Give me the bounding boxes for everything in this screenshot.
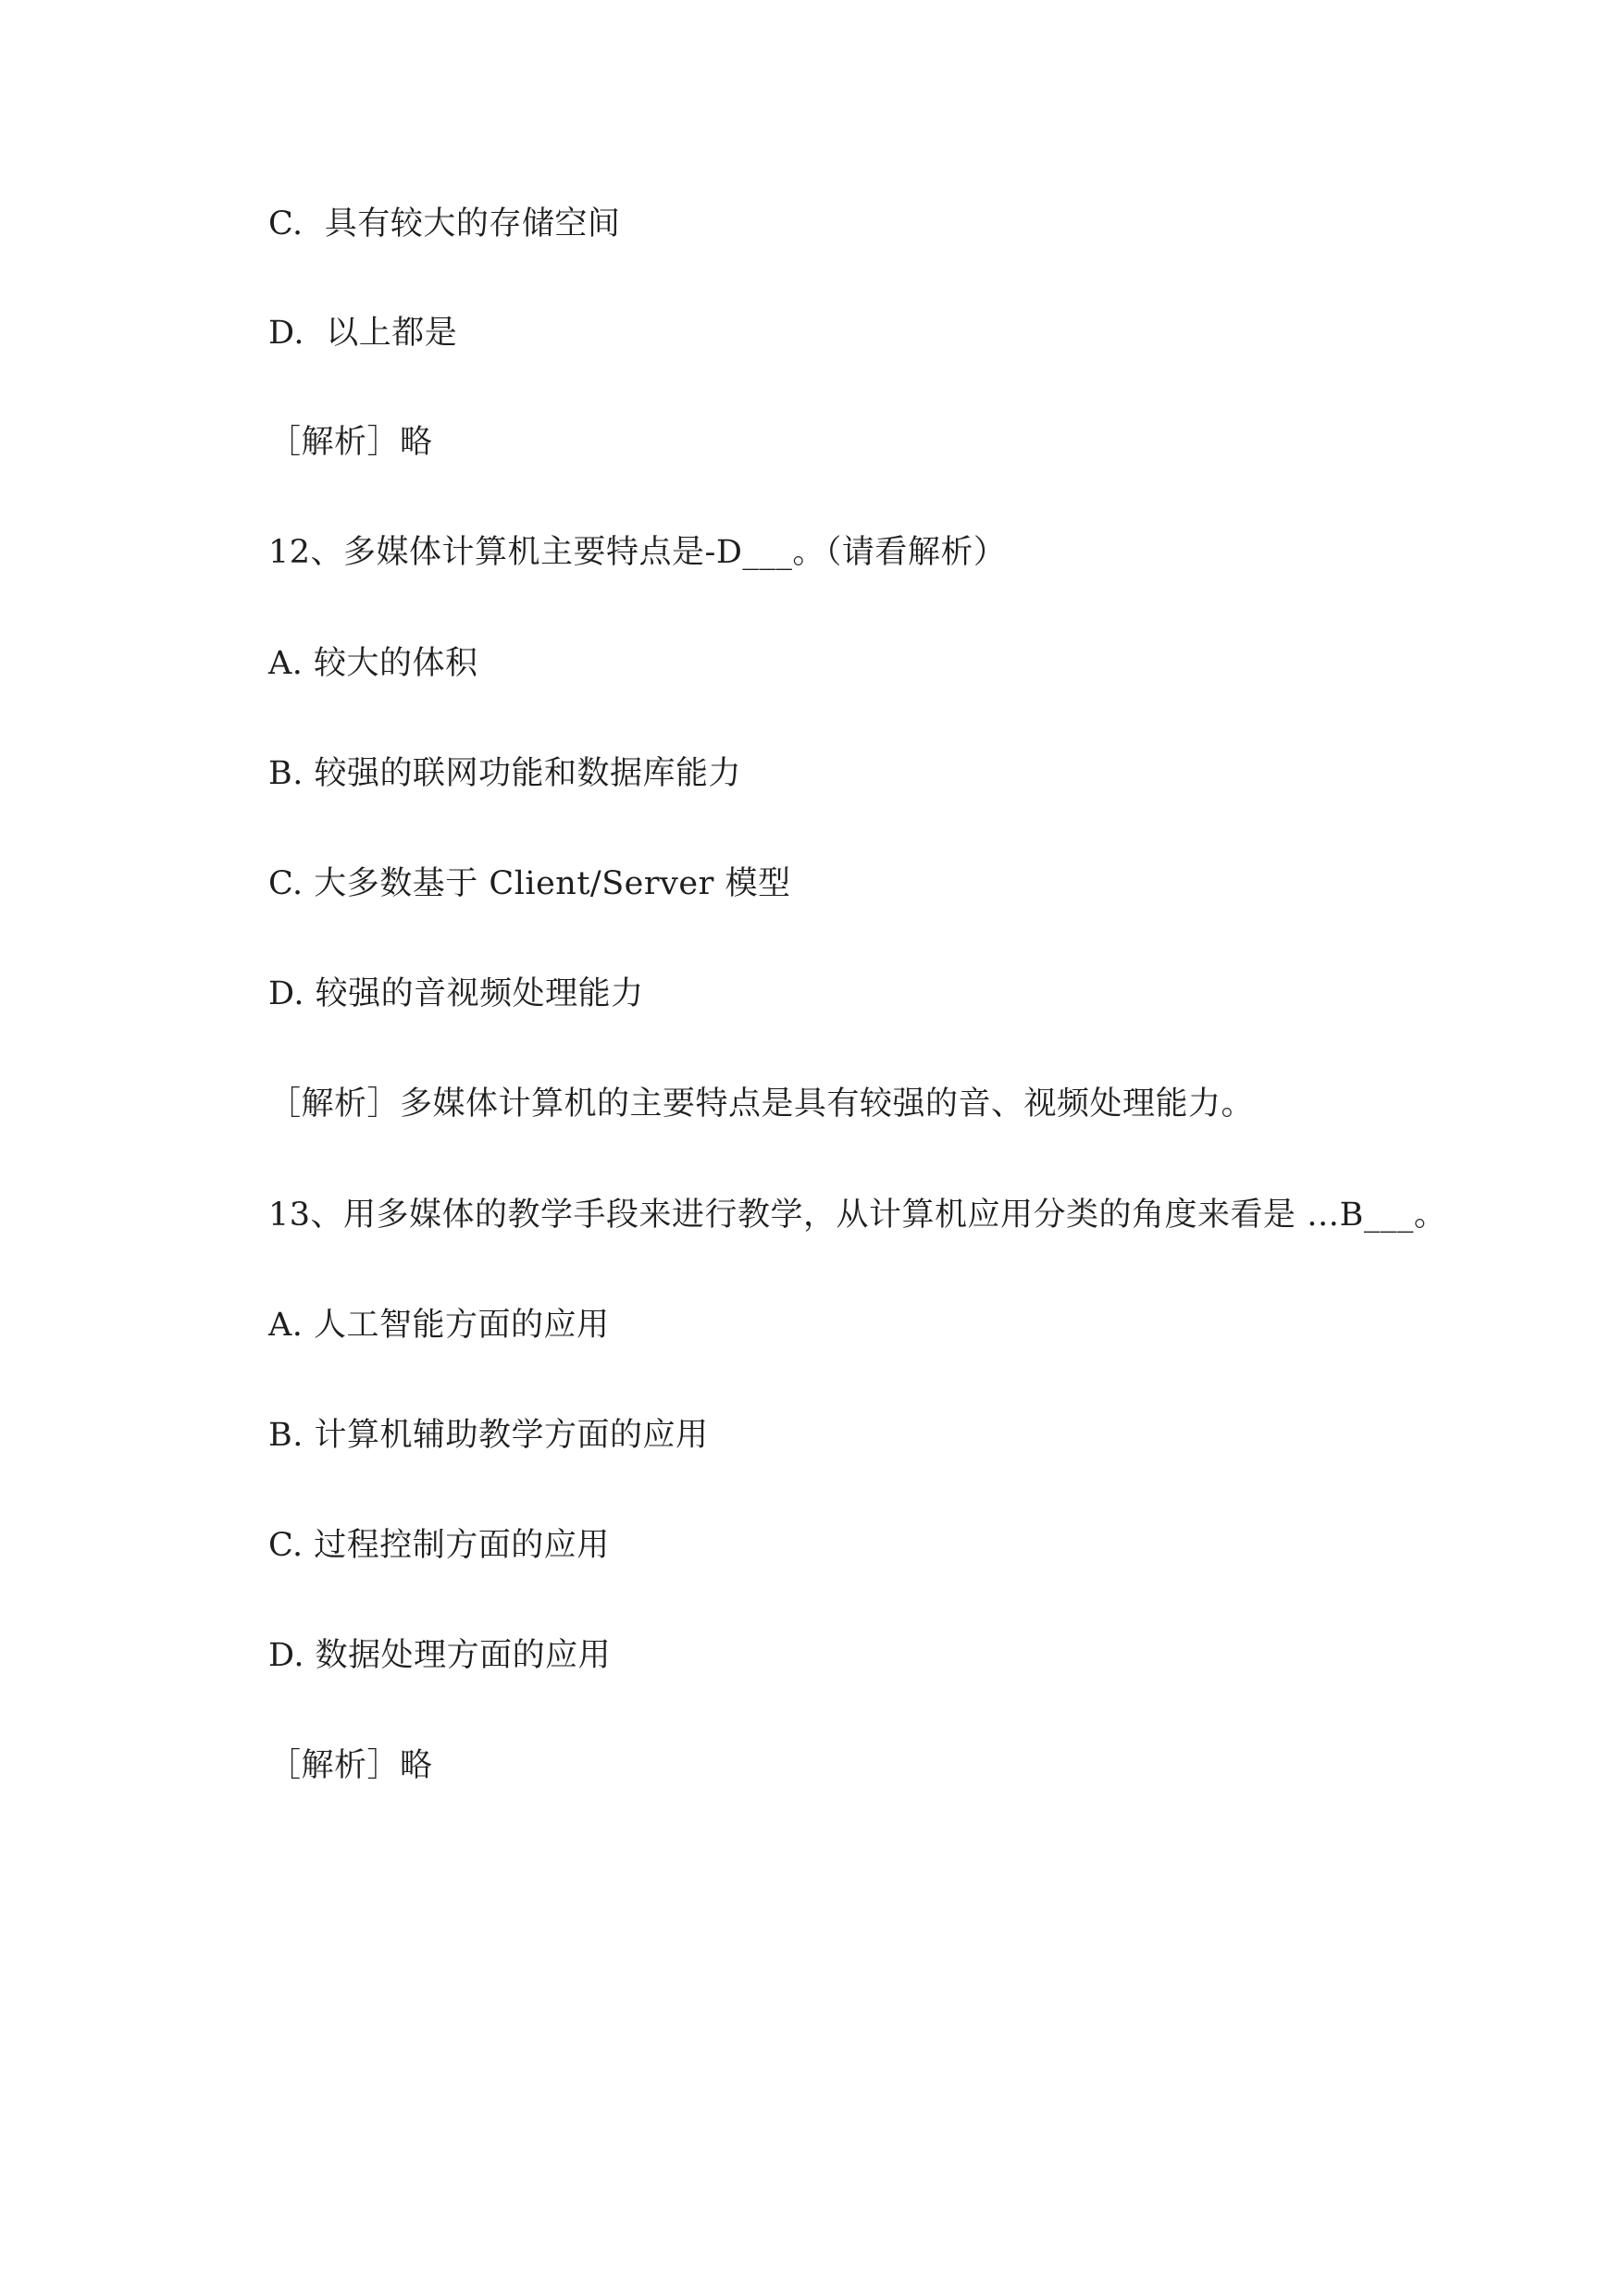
q13-option-c: C. 过程控制方面的应用 bbox=[268, 1527, 610, 1564]
q13-option-b: B. 计算机辅助教学方面的应用 bbox=[268, 1417, 709, 1454]
q12-analysis: ［解析］多媒体计算机的主要特点是具有较强的音、视频处理能力。 bbox=[268, 1085, 1255, 1123]
q13-option-d: D. 数据处理方面的应用 bbox=[268, 1637, 612, 1674]
q12-option-c: C. 大多数基于 Client/Server 模型 bbox=[268, 865, 791, 902]
q12-option-b: B. 较强的联网功能和数据库能力 bbox=[268, 755, 741, 792]
q11-option-c: C. 具有较大的存储空间 bbox=[268, 205, 621, 242]
q12-option-d: D. 较强的音视频处理能力 bbox=[268, 975, 644, 1012]
q12-question: 12、多媒体计算机主要特点是-D___。（请看解析） bbox=[268, 534, 1007, 571]
q12-option-a: A. 较大的体积 bbox=[268, 645, 478, 682]
q13-option-a: A. 人工智能方面的应用 bbox=[268, 1307, 610, 1344]
q11-analysis: ［解析］略 bbox=[268, 424, 433, 461]
q13-analysis: ［解析］略 bbox=[268, 1747, 433, 1784]
q11-option-d: D. 以上都是 bbox=[268, 315, 458, 352]
q13-question: 13、用多媒体的教学手段来进行教学，从计算机应用分类的角度来看是 …B___。 bbox=[268, 1197, 1447, 1234]
